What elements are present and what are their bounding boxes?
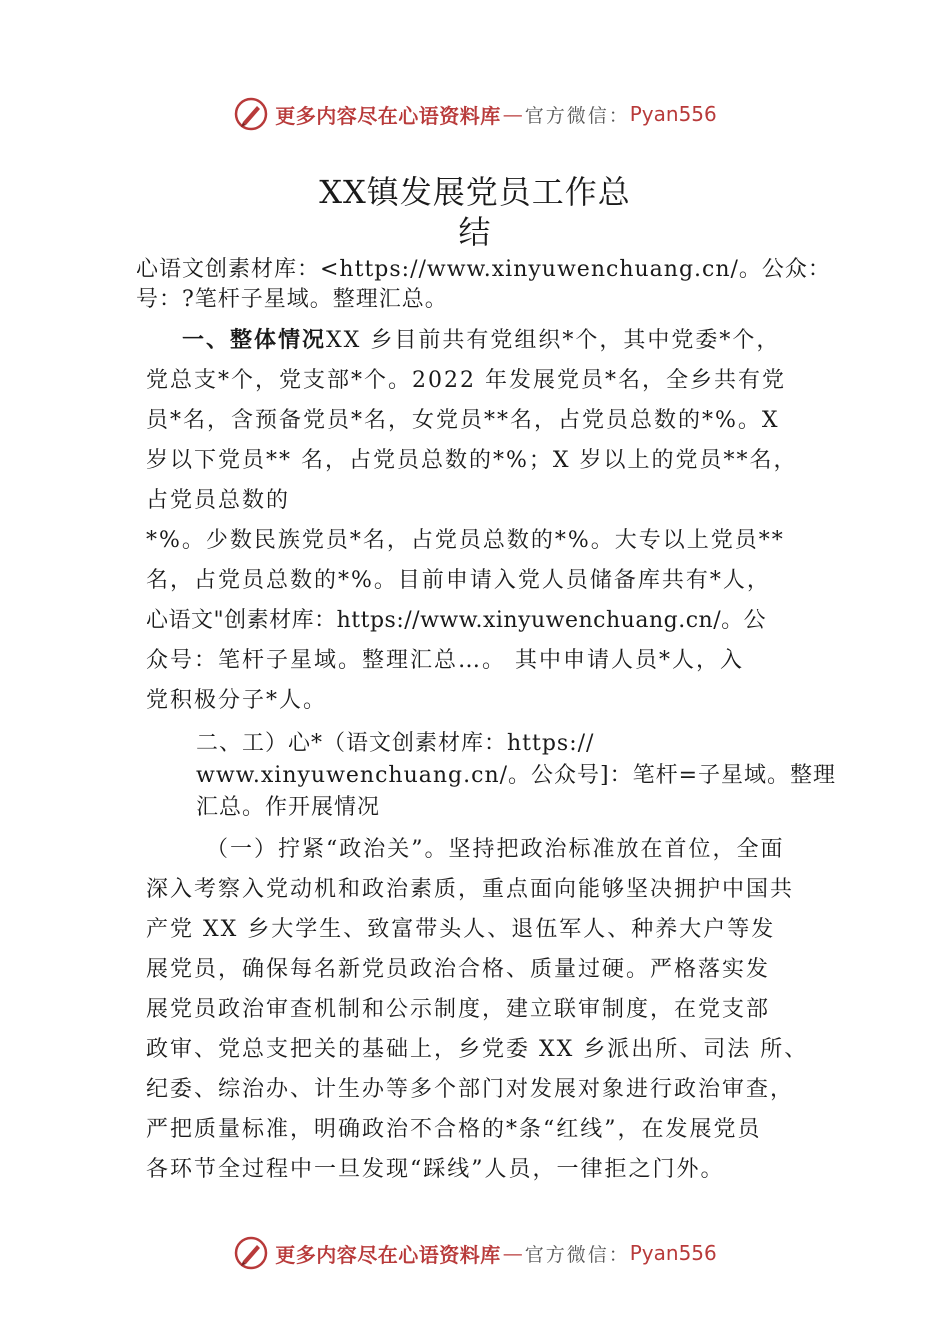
text-line: 展党员，确保每名新党员政治合格、质量过硬。严格落实发: [146, 957, 771, 982]
pen-logo-icon: [233, 96, 269, 132]
text-line: 严把质量标准，明确政治不合格的*条“红线”，在发展党员: [146, 1117, 762, 1142]
source-line: 心语文创素材库：<https://www.xinyuwenchuang.cn/。公众：: [136, 257, 831, 282]
banner-main-text: 更多内容尽在心语资料库: [275, 103, 501, 128]
political-check-paragraph: [146, 830, 808, 1190]
text-line: 二、工）心*（语文创素材库：https://: [196, 731, 595, 756]
text-line: 纪委、综治办、计生办等多个部门对发展对象进行政治审查，: [146, 1077, 795, 1102]
text-line: 汇总。作开展情况: [196, 795, 381, 820]
text-line: www.xinyuwenchuang.cn/。公众号]：笔杆=子星域。整理: [196, 763, 837, 788]
section-heading: 一、整体情况: [182, 327, 327, 353]
banner-wechat-id: Pyan556: [629, 102, 717, 126]
text-line: 党积极分子*人。: [146, 688, 328, 713]
banner-separator: —: [502, 102, 523, 126]
text-line: 政审、党总支把关的基础上，乡党委 XX 乡派出所、司法 所、: [146, 1037, 809, 1062]
header-banner: [0, 94, 950, 134]
text-line: 众号：笔杆子星域。整理汇总…。 其中申请人员*人，入: [146, 648, 744, 673]
title-line-1: XX镇发展党员工作总: [319, 173, 631, 211]
pen-logo-icon: [233, 1235, 269, 1271]
footer-banner: [0, 1233, 950, 1273]
text-line-content: XX 乡目前共有党组织*个，其中党委*个，: [326, 328, 781, 353]
text-line: 展党员政治审查机制和公示制度，建立联审制度，在党支部: [146, 997, 771, 1022]
banner-separator: —: [502, 1241, 523, 1265]
text-line: 员*名，含预备党员*名，女党员**名，占党员总数的*%。X: [146, 408, 780, 433]
text-line: 产党 XX 乡大学生、致富带头人、退伍军人、种养大户等发: [146, 917, 776, 942]
text-line: 岁以下党员** 名，占党员总数的*%；X 岁以上的党员**名，: [146, 448, 798, 473]
text-line: [146, 320, 798, 361]
banner-main-text: 更多内容尽在心语资料库: [275, 1242, 501, 1267]
text-line: *%。少数民族党员*名，占党员总数的*%。大专以上党员**: [146, 528, 785, 553]
text-line: 占党员总数的: [146, 488, 291, 513]
text-line: 党总支*个，党支部*个。2022 年发展党员*名，全乡共有党: [146, 368, 786, 393]
source-line: 号：?笔杆子星域。整理汇总。: [136, 287, 448, 312]
text-line: 各环节全过程中一旦发现“踩线”人员，一律拒之门外。: [146, 1157, 725, 1182]
overall-section: [146, 320, 798, 721]
banner-label: 官方微信：: [524, 104, 630, 127]
text-line: 名，占党员总数的*%。目前申请入党人员储备库共有*人，: [146, 568, 771, 593]
title-line-2: 结: [458, 213, 492, 251]
banner-wechat-id: Pyan556: [629, 1241, 717, 1265]
second-section: [196, 728, 836, 824]
text-line: 心语文"创素材库：https://www.xinyuwenchuang.cn/。公: [146, 608, 767, 633]
banner-label: 官方微信：: [524, 1243, 630, 1266]
text-line: 深入考察入党动机和政治素质，重点面向能够坚决拥护中国共: [146, 877, 795, 902]
text-line: （一）拧紧“政治关”。坚持把政治标准放在首位，全面: [206, 837, 785, 862]
document-title: [0, 172, 950, 252]
source-paragraph: [136, 255, 831, 315]
